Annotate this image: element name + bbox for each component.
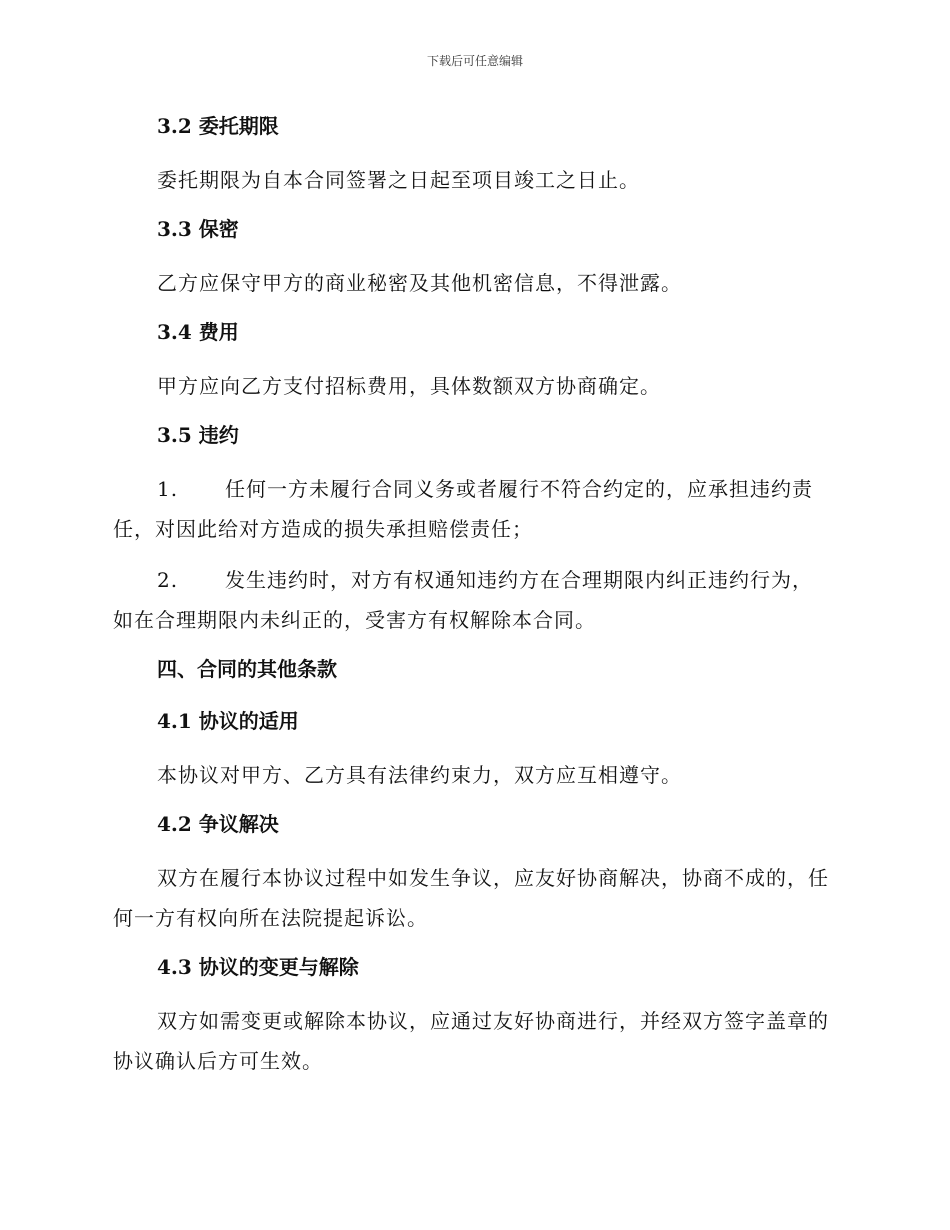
section-heading-4-1: 4.1 协议的适用 xyxy=(157,709,299,733)
section-heading-3-2: 3.2 委托期限 xyxy=(157,114,279,138)
section-heading-3-3: 3.3 保密 xyxy=(157,217,239,241)
list-item-number: 1. xyxy=(157,477,179,501)
section-body-3-2: 委托期限为自本合同签署之日起至项目竣工之日止。 xyxy=(157,168,640,192)
section-body-3-4: 甲方应向乙方支付招标费用，具体数额双方协商确定。 xyxy=(157,374,661,398)
list-item xyxy=(113,469,833,549)
document-body xyxy=(113,108,833,1092)
page-header: 下载后可任意编辑 xyxy=(426,54,523,68)
section-body-4-3: 双方如需变更或解除本协议，应通过友好协商进行，并经双方签字盖章的协议确认后方可生效。 xyxy=(113,1009,829,1073)
section-body-4-1: 本协议对甲方、乙方具有法律约束力，双方应互相遵守。 xyxy=(157,763,682,787)
list-item-number: 2. xyxy=(157,568,179,592)
section-body-3-3: 乙方应保守甲方的商业秘密及其他机密信息，不得泄露。 xyxy=(157,271,682,295)
section-heading-3-4: 3.4 费用 xyxy=(157,320,239,344)
list-item-text: 发生违约时，对方有权通知违约方在合理期限内纠正违约行为，如在合理期限内未纠正的，受害方有权解除本合同。 xyxy=(113,568,813,632)
section-heading-4-2: 4.2 争议解决 xyxy=(157,812,279,836)
list-item xyxy=(113,560,833,640)
chapter-heading-4: 四、合同的其他条款 xyxy=(157,657,337,681)
section-body-4-2: 双方在履行本协议过程中如发生争议，应友好协商解决，协商不成的，任何一方有权向所在法院提起诉讼。 xyxy=(113,866,829,930)
section-heading-3-5: 3.5 违约 xyxy=(157,423,239,447)
section-heading-4-3: 4.3 协议的变更与解除 xyxy=(157,955,359,979)
list-item-text: 任何一方未履行合同义务或者履行不符合约定的，应承担违约责任，对因此给对方造成的损失承担赔偿责任； xyxy=(113,477,813,541)
